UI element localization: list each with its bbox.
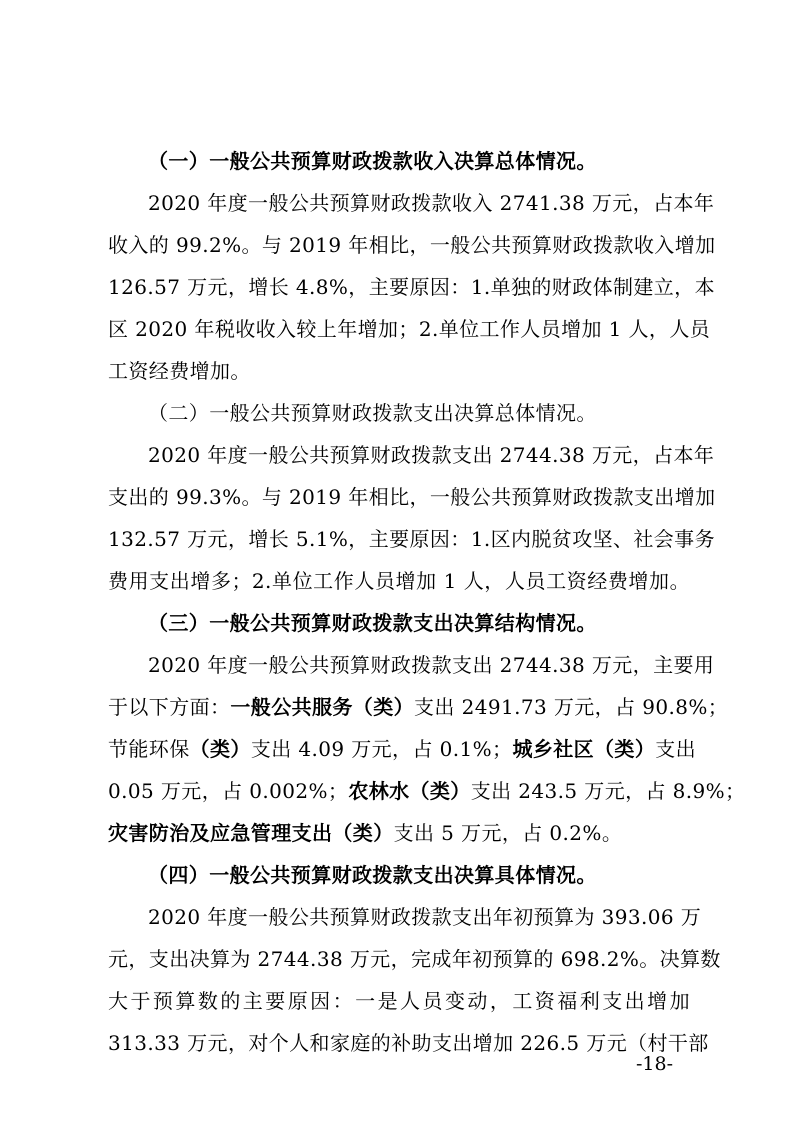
text-run: 农林水（类）	[348, 779, 471, 803]
text-run: 灾害防治及应急管理支出（类）	[108, 821, 394, 845]
text-run: 2020 年度一般公共预算财政拨款支出 2744.38 万元，主要用	[148, 653, 715, 677]
text-run: 费用支出增多；2.单位工作人员增加 1 人，人员工资经费增加。	[108, 569, 690, 593]
text-run: （二）一般公共预算财政拨款支出决算总体情况。	[148, 401, 597, 425]
text-run: 132.57 万元，增长 5.1%，主要原因：1.区内脱贫攻坚、社会事务	[108, 527, 715, 551]
heading-expenditure-details	[148, 858, 690, 892]
text-run: （类）	[189, 737, 251, 761]
text-run: 2020 年度一般公共预算财政拨款收入 2741.38 万元，占本年	[148, 191, 715, 215]
text-run: 支出的 99.3%。与 2019 年相比，一般公共预算财政拨款支出增加	[108, 485, 716, 509]
text-run: 区 2020 年税收收入较上年增加；2.单位工作人员增加 1 人，人员	[108, 317, 711, 341]
paragraph-line	[108, 774, 746, 808]
paragraph-line	[148, 648, 715, 682]
paragraph-line	[108, 354, 690, 388]
page-number: -18-	[636, 1053, 674, 1075]
paragraph-line	[108, 1026, 709, 1060]
paragraph-line	[108, 480, 716, 514]
text-run: 0.05 万元，占 0.002%；	[108, 779, 349, 803]
text-run: 313.33 万元，对个人和家庭的补助支出增加 226.5 万元（村干部	[108, 1031, 709, 1055]
text-run: （三）一般公共预算财政拨款支出决算结构情况。	[148, 611, 597, 635]
text-run: 于以下方面：	[108, 695, 231, 719]
heading-expenditure-overview	[148, 396, 690, 430]
text-run: 支出 2491.73 万元，占 90.8%；	[414, 695, 729, 719]
text-run: （一）一般公共预算财政拨款收入决算总体情况。	[148, 149, 597, 173]
paragraph-line	[108, 522, 715, 556]
text-run: 元，支出决算为 2744.38 万元，完成年初预算的 698.2%。决算数	[108, 947, 721, 971]
paragraph-line	[108, 312, 711, 346]
heading-expenditure-structure	[148, 606, 690, 640]
heading-income-overview	[148, 144, 690, 178]
text-run: 收入的 99.2%。与 2019 年相比，一般公共预算财政拨款收入增加	[108, 233, 716, 257]
text-run: 城乡社区（类）	[512, 737, 656, 761]
text-run: 支出 243.5 万元，占 8.9%；	[470, 779, 746, 803]
text-run: 一般公共服务（类）	[230, 695, 415, 719]
paragraph-line	[108, 690, 729, 724]
text-run: （四）一般公共预算财政拨款支出决算具体情况。	[148, 863, 597, 887]
text-run: 126.57 万元，增长 4.8%，主要原因：1.单独的财政体制建立，本	[108, 275, 715, 299]
paragraph-line	[108, 228, 716, 262]
text-run: 大于预算数的主要原因：一是人员变动，工资福利支出增加	[108, 989, 690, 1013]
text-run: 工资经费增加。	[108, 359, 251, 383]
paragraph-line	[148, 900, 702, 934]
paragraph-line	[108, 942, 721, 976]
text-run: 支出 5 万元，占 0.2%。	[393, 821, 623, 845]
paragraph-line	[108, 984, 690, 1018]
paragraph-line	[148, 438, 715, 472]
paragraph-line	[108, 732, 697, 766]
text-run: 节能环保	[108, 737, 190, 761]
text-run: 支出 4.09 万元，占 0.1%；	[250, 737, 513, 761]
text-run: 2020 年度一般公共预算财政拨款支出年初预算为 393.06 万	[148, 905, 702, 929]
text-run: 支出	[655, 737, 697, 761]
paragraph-line	[108, 270, 715, 304]
paragraph-line	[108, 564, 690, 598]
paragraph-line	[148, 186, 715, 220]
text-run: 2020 年度一般公共预算财政拨款支出 2744.38 万元，占本年	[148, 443, 715, 467]
paragraph-line	[108, 816, 690, 850]
